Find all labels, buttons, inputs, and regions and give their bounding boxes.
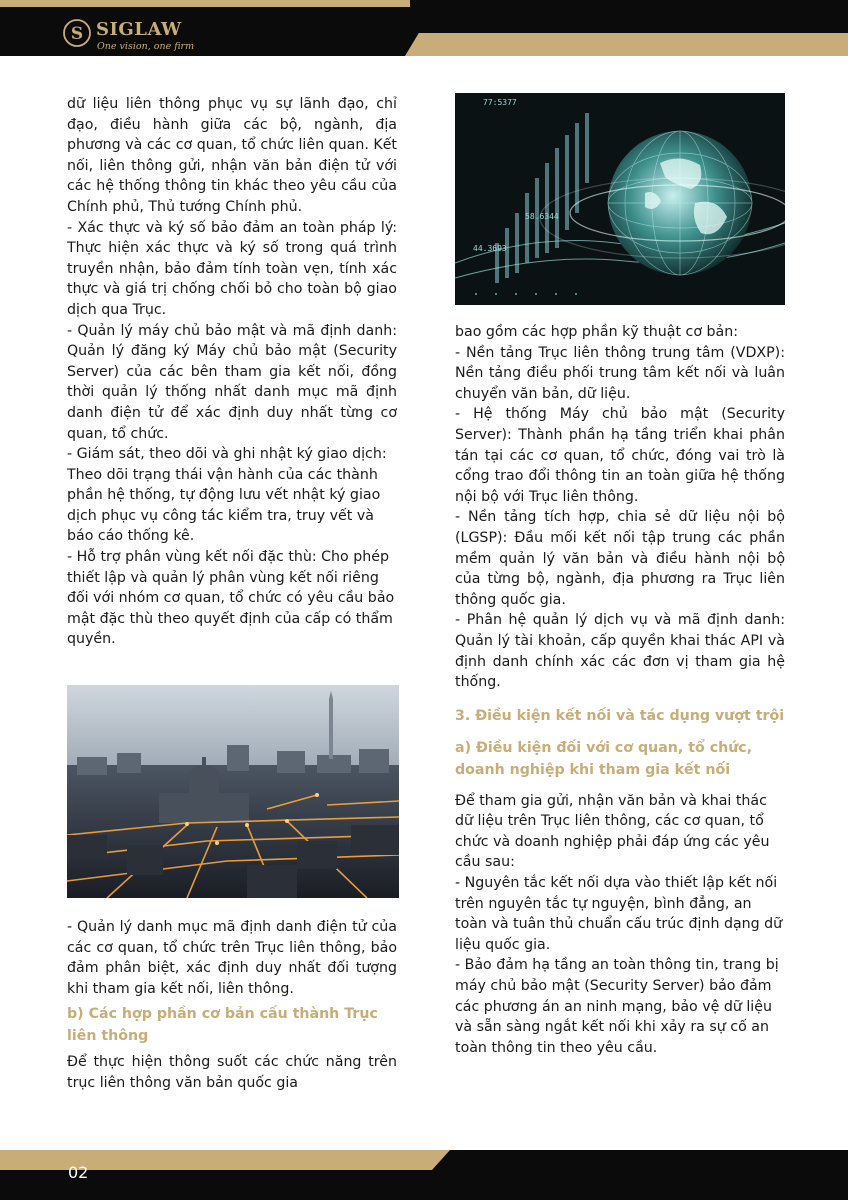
paragraph: - Quản lý máy chủ bảo mật và mã định danh: Quản lý đăng ký Máy chủ bảo mật (Security Server) của các bên tham gia kết nối, đồng thời quản lý thống nhất danh mục mã định danh điện tử để xác định duy nhất từng cơ quan, tổ chức. <box>67 322 397 442</box>
paragraph: Để tham gia gửi, nhận văn bản và khai thác dữ liệu trên Trục liên thông, các cơ quan, tổ chức và doanh nghiệp phải đáp ứng các yêu cầu sau: <box>455 792 770 871</box>
left-column <box>67 94 397 650</box>
paragraph: - Hệ thống Máy chủ bảo mật (Security Server): Thành phần hạ tầng triển khai phân tán tại các cơ quan, tổ chức, đóng vai trò là cổng trao đổi thông tin an toàn giữa hệ thống nội bộ với Trục liên thông. <box>455 406 785 505</box>
section-heading-a: a) Điều kiện đối với cơ quan, tổ chức, doanh nghiệp khi tham gia kết nối <box>455 739 753 778</box>
paragraph: bao gồm các hợp phần kỹ thuật cơ bản: <box>455 324 738 340</box>
header-gold-stripe <box>405 33 848 56</box>
paragraph: - Nền tảng Trục liên thông trung tâm (VDXP): Nền tảng điều phối trung tâm kết nối và luân chuyển văn bản, dữ liệu. <box>455 344 785 402</box>
paragraph: - Nguyên tắc kết nối dựa vào thiết lập kết nối trên nguyên tắc tự nguyện, bình đẳng, an toàn và tuân thủ chuẩn cấu trúc định dạng dữ liệu quốc gia. <box>455 875 783 953</box>
readout-1: 77:5377 <box>483 98 517 107</box>
right-column <box>455 322 785 1058</box>
section-heading-3: 3. Điều kiện kết nối và tác dụng vượt trội <box>455 707 785 724</box>
logo-mark-icon <box>62 18 92 48</box>
page-footer <box>0 1150 848 1200</box>
paragraph: - Hỗ trợ phân vùng kết nối đặc thù: Cho phép thiết lập và quản lý phân vùng kết nối riêng đối với nhóm cơ quan, tổ chức có yêu cầu bảo mật đặc thù theo quyết định của cấp có thẩm quyền. <box>67 549 395 648</box>
brand-tagline: One vision, one firm <box>97 41 195 52</box>
page-number: 02 <box>68 1163 89 1182</box>
left-column-lower <box>67 917 397 1094</box>
section-heading-b: b) Các hợp phần cơ bản cấu thành Trục liên thông <box>67 1006 378 1045</box>
paragraph: - Xác thực và ký số bảo đảm an toàn pháp lý: Thực hiện xác thực và ký số trong quá trình truyền nhận, bảo đảm tính toàn vẹn, tính xác thực và giá trị chống chối bỏ cho toàn bộ giao dịch qua Trục. <box>67 219 397 318</box>
logo-letter: S <box>70 24 84 44</box>
header-gold-line <box>0 0 410 7</box>
paragraph: - Bảo đảm hạ tầng an toàn thông tin, trang bị máy chủ bảo mật (Security Server) bảo đảm các phương án an ninh mạng, bảo vệ dữ liệu và sẵn sàng ngắt kết nối khi xảy ra sự cố an toàn thông tin theo yêu cầu. <box>455 957 779 1056</box>
paragraph: dữ liệu liên thông phục vụ sự lãnh đạo, chỉ đạo, điều hành giữa các bộ, ngành, địa phương và các cơ quan, tổ chức liên quan. Kết nối, liên thông gửi, nhận văn bản điện tử với các hệ thống thông tin khác theo yêu cầu của Chính phủ, Thủ tướng Chính phủ. <box>67 96 397 215</box>
paragraph: - Quản lý danh mục mã định danh điện tử của các cơ quan, tổ chức trên Trục liên thông, bảo đảm phân biệt, xác định duy nhất đối tượng khi tham gia kết nối, liên thông. <box>67 919 397 997</box>
readout-2: 58.6344 <box>525 212 559 221</box>
paragraph: - Nền tảng tích hợp, chia sẻ dữ liệu nội bộ (LGSP): Đầu mối kết nối tập trung các phần mềm quản lý văn bản và điều hành nội bộ của từng bộ, ngành, địa phương ra Trục liên thông quốc gia. <box>455 509 785 608</box>
paragraph: - Phân hệ quản lý dịch vụ và mã định danh: Quản lý tài khoản, cấp quyền khai thác API và định danh chính xác các đơn vị tham gia hệ thống. <box>455 612 785 691</box>
city-network-image <box>67 685 399 898</box>
digital-globe-image <box>455 93 785 305</box>
brand-name: SIGLAW <box>96 19 182 40</box>
page-header <box>0 0 848 56</box>
readout-3: 44.3693 <box>473 244 507 253</box>
paragraph: - Giám sát, theo dõi và ghi nhật ký giao dịch: Theo dõi trạng thái vận hành của các thành phần hệ thống, tự động lưu vết nhật ký giao dịch phục vụ công tác kiểm tra, truy vết và báo cáo thống kê. <box>67 446 387 545</box>
paragraph: Để thực hiện thông suốt các chức năng trên trục liên thông văn bản quốc gia <box>67 1054 397 1091</box>
